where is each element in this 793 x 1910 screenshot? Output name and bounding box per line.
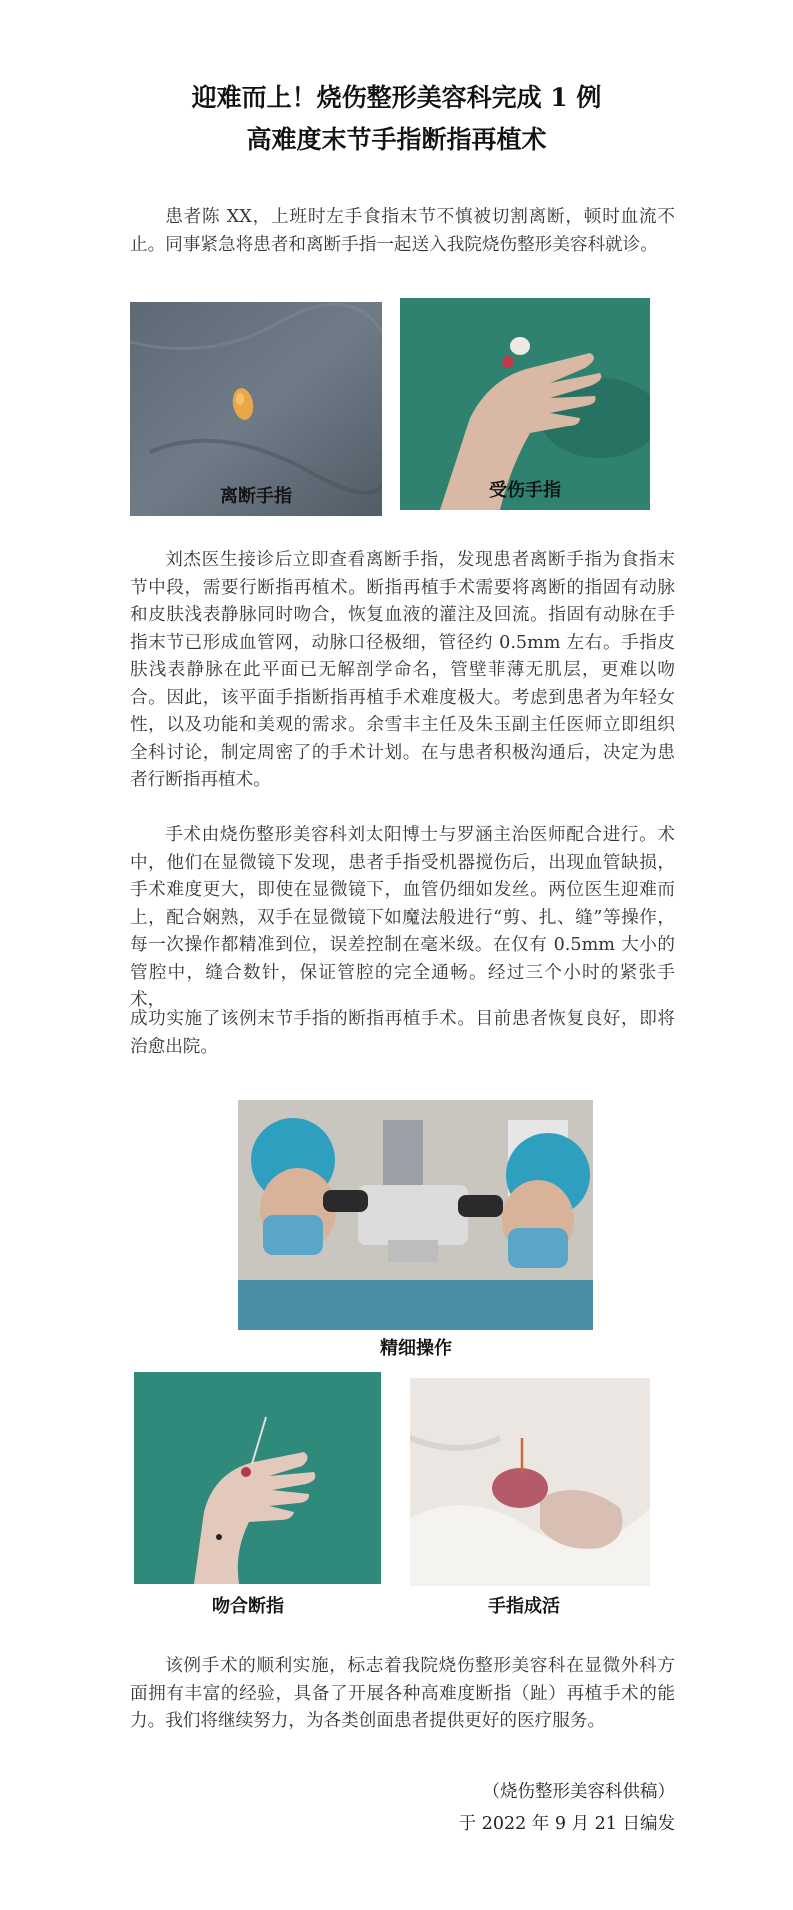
- article-title-line-2: 高难度末节手指断指再植术: [246, 125, 547, 154]
- caption-injured-hand: 受伤手指: [489, 480, 561, 501]
- caption-anastomosis: 吻合断指: [212, 1596, 284, 1617]
- source-note: （烧伤整形美容科供稿）: [482, 1782, 675, 1802]
- photo-anastomosis: [134, 1372, 381, 1584]
- caption-severed-finger: 离断手指: [220, 486, 292, 507]
- publish-date: 于 2022 年 9 月 21 日编发: [458, 1814, 675, 1834]
- photo-success: [410, 1378, 650, 1586]
- paragraph-intro: 患者陈 XX，上班时左手食指末节不慎被切割离断，顿时血流不止。同事紧急将患者和离断手指一起送入我院烧伤整形美容科就诊。: [130, 207, 675, 255]
- photo-severed-finger: [130, 302, 382, 516]
- photo-microsurgery: [238, 1100, 593, 1330]
- caption-success: 手指成活: [488, 1596, 560, 1617]
- caption-microsurgery: 精细操作: [380, 1338, 452, 1359]
- paragraph-conclusion: 该例手术的顺利实施，标志着我院烧伤整形美容科在显微外科方面拥有丰富的经验，具备了开展各种高难度断指（趾）再植手术的能力。我们将继续努力，为各类创面患者提供更好的医疗服务。: [130, 1656, 675, 1731]
- paragraph-surgery: 手术由烧伤整形美容科刘太阳博士与罗涵主治医师配合进行。术中，他们在显微镜下发现，患者手指受机器搅伤后，出现血管缺损，手术难度更大，即使在显微镜下，血管仍细如发丝。两位医生迎难而上，配合娴熟，双手在显微镜下如魔法般进行“剪、扎、缝”等操作，每一次操作都精准到位，误差控制在毫米级。在仅有 0.5mm 大小的管腔中，缝合数针，保证管腔的完全通畅。经过三个小时的紧张手术，: [130, 825, 675, 1010]
- paragraph-diagnosis: 刘杰医生接诊后立即查看离断手指，发现患者离断手指为食指末节中段，需要行断指再植术。断指再植手术需要将离断的指固有动脉和皮肤浅表静脉同时吻合，恢复血液的灌注及回流。指固有动脉在手指末节已形成血管网，动脉口径极细，管径约 0.5mm 左右。手指皮肤浅表静脉在此平面已无解剖学命名，管壁菲薄无肌层，更难以吻合。因此，该平面手指断指再植手术难度极大。考虑到患者为年轻女性，以及功能和美观的需求。余雪丰主任及朱玉副主任医师立即组织全科讨论，制定周密了的手术计划。在与患者积极沟通后，决定为患者行断指再植术。: [130, 550, 675, 790]
- paragraph-outcome: 成功实施了该例末节手指的断指再植手术。目前患者恢复良好，即将治愈出院。: [130, 1009, 675, 1057]
- photo-injured-hand: [400, 298, 650, 510]
- article-title-line-1: 迎难而上！烧伤整形美容科完成 1 例: [191, 83, 602, 112]
